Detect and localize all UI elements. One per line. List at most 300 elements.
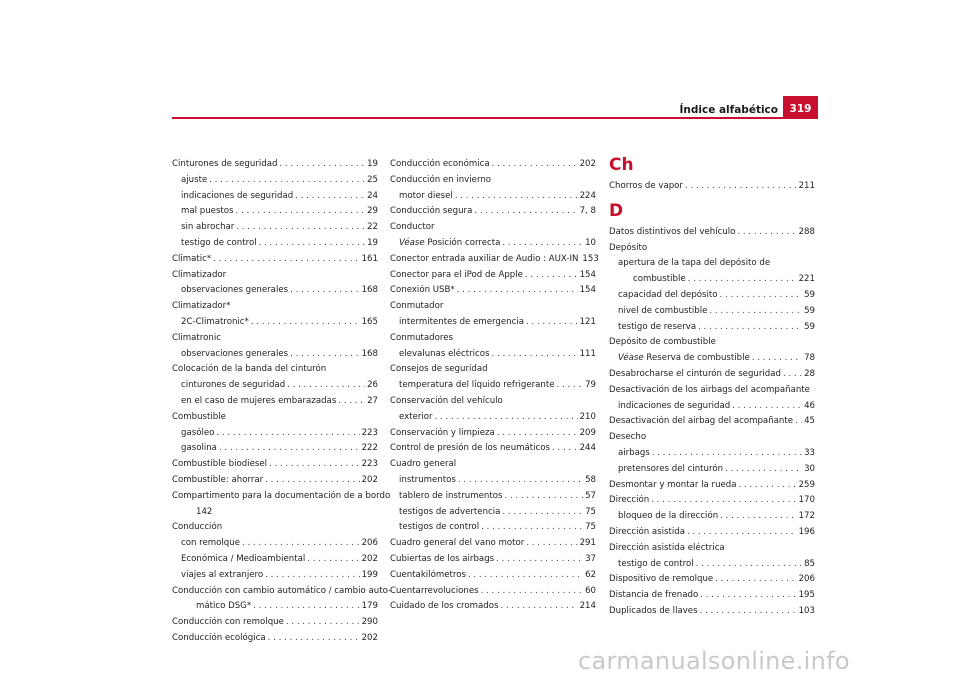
index-entry-term: Colocación de la banda del cinturón xyxy=(172,364,327,375)
dot-leader xyxy=(236,204,366,220)
index-entry xyxy=(172,204,378,220)
index-entry xyxy=(172,584,392,600)
dot-leader xyxy=(268,631,360,647)
index-entry-term: testigo de control xyxy=(181,237,257,248)
index-entry-page: 291 xyxy=(579,538,596,549)
dot-leader xyxy=(287,378,365,394)
index-entry-page: 58 xyxy=(585,474,596,485)
dot-leader xyxy=(700,604,797,620)
dot-leader xyxy=(500,599,577,615)
dot-leader xyxy=(720,509,796,525)
index-entry xyxy=(172,299,378,315)
dot-leader xyxy=(557,378,584,394)
index-entry-term: Depósito de combustible xyxy=(609,337,716,348)
index-entry-page: 206 xyxy=(361,538,378,549)
dot-leader xyxy=(492,347,578,363)
index-entry-term: airbags xyxy=(618,447,650,458)
index-entry xyxy=(172,552,378,568)
index-entry xyxy=(609,351,815,367)
index-entry xyxy=(390,378,596,394)
index-entry-page: 202 xyxy=(361,553,378,564)
dot-leader xyxy=(209,173,365,189)
dot-leader xyxy=(242,536,360,552)
index-entry-page: 28 xyxy=(804,368,815,379)
index-entry xyxy=(172,173,378,189)
dot-leader xyxy=(725,462,802,478)
dot-leader xyxy=(737,225,796,241)
page-header-title: Índice alfabético xyxy=(679,104,778,116)
index-entry-term: Duplicados de llaves xyxy=(609,605,698,616)
index-entry-page: 10 xyxy=(585,237,596,248)
index-entry xyxy=(390,568,596,584)
dot-leader xyxy=(457,283,578,299)
index-entry-term: cinturones de seguridad xyxy=(181,380,286,391)
index-entry-page: 75 xyxy=(585,522,596,533)
index-entry-term: Depósito xyxy=(609,242,648,253)
index-entry-term: Cuadro general xyxy=(390,459,457,470)
index-entry-page: 290 xyxy=(361,617,378,628)
index-entry-term: Cuentakilómetros xyxy=(390,569,466,580)
index-entry xyxy=(390,599,596,615)
index-entry-term: Chorros de vapor xyxy=(609,181,683,191)
index-entry-term: Conducción segura xyxy=(390,206,473,217)
index-entry-page: 37 xyxy=(585,553,596,564)
index-entry-page: 25 xyxy=(367,174,378,185)
dot-leader xyxy=(269,457,360,473)
index-entry-term: Conducción ecológica xyxy=(172,632,266,643)
dot-leader xyxy=(720,288,803,304)
dot-leader xyxy=(481,584,583,600)
index-entry xyxy=(390,315,596,331)
index-entry xyxy=(172,394,378,410)
index-entry-page: 206 xyxy=(798,574,815,585)
section-letter-ch: Ch xyxy=(609,155,634,175)
index-entry-term: observaciones generales xyxy=(181,348,289,359)
index-entry-page: 121 xyxy=(579,316,596,327)
index-entry-term: nivel de combustible xyxy=(618,305,708,316)
index-entry xyxy=(609,320,815,336)
dot-leader xyxy=(552,441,578,457)
index-entry-page: 224 xyxy=(579,190,596,201)
index-entry-term: en el caso de mujeres embarazadas xyxy=(181,395,337,406)
dot-leader xyxy=(307,552,359,568)
index-entry xyxy=(609,399,815,415)
index-entry-term: Climatizador xyxy=(172,269,227,280)
index-entry-page: 19 xyxy=(367,237,378,248)
index-entry-term: Económica / Medioambiental xyxy=(181,553,306,564)
index-entry-term: con remolque xyxy=(181,538,240,549)
index-entry-term: observaciones generales xyxy=(181,285,289,296)
dot-leader xyxy=(496,552,583,568)
index-entry-page: 221 xyxy=(798,274,815,285)
index-entry-term: Conservación del vehículo xyxy=(390,395,503,406)
index-entry xyxy=(609,588,815,604)
index-entry-page: 170 xyxy=(798,495,815,506)
index-entry-term: Desactivación del airbag del acompañante xyxy=(609,416,794,427)
dot-leader xyxy=(696,557,802,573)
index-entry xyxy=(390,173,596,189)
index-entry-page: 62 xyxy=(585,569,596,580)
index-entry-page: 60 xyxy=(585,585,596,596)
index-entry xyxy=(390,347,596,363)
dot-leader xyxy=(526,536,577,552)
index-entry xyxy=(172,489,391,505)
index-entry-page: 26 xyxy=(367,380,378,391)
index-entry-term: Consejos de seguridad xyxy=(390,364,488,375)
index-entry-page: 179 xyxy=(361,601,378,612)
index-entry-term: Dispositivo de remolque xyxy=(609,574,714,585)
index-entry-term: Conexión USB* xyxy=(390,285,455,296)
index-entry xyxy=(172,568,378,584)
dot-leader xyxy=(219,441,360,457)
index-entry-page: 78 xyxy=(804,353,815,364)
index-entry-page: 214 xyxy=(579,601,596,612)
index-entry xyxy=(390,268,596,284)
index-entry-term: ajuste xyxy=(181,174,208,185)
index-entry-term: elevalunas eléctricos xyxy=(399,348,490,359)
index-entry-page: 288 xyxy=(798,226,815,237)
index-entry xyxy=(172,378,378,394)
index-entry-term: Conector entrada auxiliar de Audio : AUX-IN xyxy=(390,253,579,264)
index-entry xyxy=(609,383,815,399)
dot-leader xyxy=(455,189,578,205)
index-entry-term: Combustible: ahorrar xyxy=(172,474,264,485)
index-entry-term: Dirección asistida eléctrica xyxy=(609,542,725,553)
index-entry-page: 59 xyxy=(804,321,815,332)
index-entry xyxy=(609,179,815,195)
index-entry-term: Climatic* xyxy=(172,253,212,264)
index-entry xyxy=(172,347,378,363)
dot-leader xyxy=(739,478,797,494)
index-entry-term: Distancia de frenado xyxy=(609,590,699,601)
index-entry xyxy=(172,157,378,173)
index-entry-page: 103 xyxy=(798,605,815,616)
index-entry xyxy=(390,410,596,426)
index-entry-page: 168 xyxy=(361,348,378,359)
index-entry-page: 45 xyxy=(804,416,815,427)
dot-leader xyxy=(338,394,365,410)
index-entry xyxy=(172,473,378,489)
dot-leader xyxy=(752,351,802,367)
index-entry xyxy=(172,599,378,615)
dot-leader xyxy=(290,283,359,299)
index-entry-term: Conductor xyxy=(390,222,435,233)
index-entry-term: Conector para el iPod de Apple xyxy=(390,269,523,280)
index-entry-term: instrumentos xyxy=(399,474,456,485)
index-entry xyxy=(172,505,378,521)
dot-leader xyxy=(685,179,797,195)
index-entry xyxy=(390,457,596,473)
index-entry xyxy=(609,414,815,430)
index-entry-term: capacidad del depósito xyxy=(618,289,718,300)
index-entry-term: Datos distintivos del vehículo xyxy=(609,226,736,237)
dot-leader xyxy=(492,157,578,173)
index-entry-term: gasóleo xyxy=(181,427,215,438)
index-entry xyxy=(390,362,596,378)
index-entry-term: tablero de instrumentos xyxy=(399,490,503,501)
dot-leader xyxy=(251,315,360,331)
index-entry xyxy=(172,457,378,473)
dot-leader xyxy=(216,426,359,442)
index-entry xyxy=(609,430,815,446)
index-entry-page: 209 xyxy=(579,427,596,438)
index-entry xyxy=(609,541,815,557)
dot-leader xyxy=(474,204,577,220)
index-entry xyxy=(390,204,596,220)
index-entry xyxy=(172,331,378,347)
dot-leader xyxy=(286,615,360,631)
index-entry-term: sin abrochar xyxy=(181,222,235,233)
index-entry xyxy=(390,552,596,568)
index-entry-page: 59 xyxy=(804,289,815,300)
index-entry-page: 154 xyxy=(579,285,596,296)
page-number-tab: 319 xyxy=(783,96,818,118)
dot-leader xyxy=(652,446,802,462)
index-entry xyxy=(390,236,596,252)
index-entry-page: 22 xyxy=(367,222,378,233)
index-entry-page: 27 xyxy=(367,395,378,406)
index-entry-term: pretensores del cinturón xyxy=(618,463,724,474)
index-entry xyxy=(609,367,815,383)
dot-leader xyxy=(213,252,359,268)
index-entry xyxy=(609,225,815,241)
index-entry-page: 199 xyxy=(361,569,378,580)
index-entry xyxy=(390,157,596,173)
index-entry xyxy=(172,362,378,378)
dot-leader xyxy=(236,220,365,236)
dot-leader xyxy=(259,236,365,252)
index-entry xyxy=(609,525,815,541)
index-entry xyxy=(609,604,815,620)
index-entry xyxy=(172,268,378,284)
index-entry xyxy=(172,426,378,442)
index-entry-page: 195 xyxy=(798,590,815,601)
dot-leader xyxy=(698,320,802,336)
index-entry-page: 244 xyxy=(579,443,596,454)
index-entry xyxy=(172,520,378,536)
index-entry-term: Compartimento para la documentación de a bordo xyxy=(172,490,391,501)
dot-leader xyxy=(651,493,796,509)
index-entry-term: Cuadro general del vano motor xyxy=(390,538,525,549)
index-entry xyxy=(172,252,378,268)
index-entry-term: testigo de control xyxy=(618,558,694,569)
index-entry xyxy=(172,189,378,205)
index-entry-term: testigo de reserva xyxy=(618,321,697,332)
dot-leader xyxy=(700,588,796,604)
dot-leader xyxy=(687,525,797,541)
index-entry-term: intermitentes de emergencia xyxy=(399,316,524,327)
index-entry xyxy=(172,441,378,457)
index-entry-page: 196 xyxy=(798,526,815,537)
index-entry xyxy=(172,283,378,299)
index-entry-term: Conducción económica xyxy=(390,159,490,169)
index-entry xyxy=(609,493,815,509)
index-entry xyxy=(390,426,596,442)
index-entry-term: Conducción xyxy=(172,522,223,533)
dot-leader xyxy=(502,505,583,521)
index-entry-term: Dirección asistida xyxy=(609,526,685,537)
index-entry-term: combustible xyxy=(633,274,686,285)
index-entry-term: bloqueo de la dirección xyxy=(618,511,719,522)
index-entry xyxy=(609,478,815,494)
index-entry-term: Cinturones de seguridad xyxy=(172,159,278,169)
index-entry xyxy=(609,335,815,351)
index-entry-page: 19 xyxy=(367,159,378,169)
index-entry-page: 75 xyxy=(585,506,596,517)
index-entry xyxy=(172,410,378,426)
watermark: carmanualsonline.info xyxy=(578,647,850,675)
index-entry-page: 168 xyxy=(361,285,378,296)
index-entry xyxy=(172,220,378,236)
dot-leader xyxy=(295,189,365,205)
index-entry-term: Véase Posición correcta xyxy=(399,237,501,248)
index-entry-term: Conducción en invierno xyxy=(390,174,492,185)
index-entry-page: 154 xyxy=(579,269,596,280)
index-entry-term: Combustible biodiesel xyxy=(172,459,268,470)
index-entry-page: 165 xyxy=(361,316,378,327)
index-entry-term: mal puestos xyxy=(181,206,234,217)
dot-leader xyxy=(468,568,583,584)
index-entry-term: Conducción con cambio automático / cambio auto- xyxy=(172,585,392,596)
index-entry xyxy=(390,520,596,536)
index-entry xyxy=(609,462,815,478)
index-entry xyxy=(172,315,378,331)
index-entry-term: Cuentarrevoluciones xyxy=(390,585,479,596)
index-entry-page: 33 xyxy=(804,447,815,458)
dot-leader xyxy=(795,414,802,430)
section-d-list xyxy=(609,225,815,620)
dot-leader xyxy=(435,410,578,426)
index-entry-term: 142 xyxy=(196,506,213,517)
index-entry-term: Conservación y limpieza xyxy=(390,427,495,438)
dot-leader xyxy=(481,520,583,536)
index-entry xyxy=(390,252,599,268)
index-entry-page: 222 xyxy=(361,443,378,454)
index-entry-page: 29 xyxy=(367,206,378,217)
index-entry xyxy=(390,584,596,600)
index-entry xyxy=(609,256,815,272)
index-entry-page: 223 xyxy=(361,459,378,470)
index-entry xyxy=(390,536,596,552)
header-rule xyxy=(172,117,818,119)
dot-leader xyxy=(290,347,359,363)
index-entry-term: testigos de advertencia xyxy=(399,506,501,517)
index-entry-term: motor diesel xyxy=(399,190,453,201)
dot-leader xyxy=(783,367,802,383)
index-entry-term: Desmontar y montar la rueda xyxy=(609,479,737,490)
index-entry-page: 30 xyxy=(804,463,815,474)
index-entry xyxy=(390,473,596,489)
dot-leader xyxy=(525,268,578,284)
index-entry-term: testigos de control xyxy=(399,522,480,533)
index-entry-term: Desecho xyxy=(609,432,647,443)
index-entry-term: temperatura del líquido refrigerante xyxy=(399,380,555,391)
index-entry-term: Climatronic xyxy=(172,332,221,343)
index-entry-term: indicaciones de seguridad xyxy=(181,190,294,201)
index-entry-page: 223 xyxy=(361,427,378,438)
dot-leader xyxy=(526,315,578,331)
dot-leader xyxy=(265,473,359,489)
index-column-2 xyxy=(390,157,599,615)
dot-leader xyxy=(688,272,797,288)
index-entry xyxy=(609,557,815,573)
index-entry-page: 202 xyxy=(579,159,596,169)
dot-leader xyxy=(265,568,359,584)
index-entry xyxy=(390,299,596,315)
index-entry-page: 153 xyxy=(582,253,599,264)
index-entry-term: Conmutadores xyxy=(390,332,453,343)
index-entry xyxy=(609,272,815,288)
index-entry xyxy=(172,631,378,647)
index-entry-term: Dirección xyxy=(609,495,650,506)
index-entry-page: 210 xyxy=(579,411,596,422)
index-entry-page: 7, 8 xyxy=(579,206,596,217)
dot-leader xyxy=(504,489,583,505)
dot-leader xyxy=(458,473,583,489)
section-letter-d: D xyxy=(609,200,624,221)
index-column-1 xyxy=(172,157,392,647)
index-entry xyxy=(390,489,596,505)
index-entry-page: 59 xyxy=(804,305,815,316)
index-entry-term: Conducción con remolque xyxy=(172,617,284,628)
index-entry xyxy=(609,288,815,304)
index-entry xyxy=(609,241,815,257)
index-entry-term: Climatizador* xyxy=(172,301,231,312)
index-entry xyxy=(172,536,378,552)
index-entry xyxy=(609,304,815,320)
dot-leader xyxy=(709,304,802,320)
index-entry-page: 85 xyxy=(804,558,815,569)
dot-leader xyxy=(732,399,802,415)
index-entry xyxy=(172,615,378,631)
index-entry-term: gasolina xyxy=(181,443,217,454)
index-entry xyxy=(609,446,815,462)
index-entry-page: 172 xyxy=(798,511,815,522)
index-entry xyxy=(609,572,815,588)
index-entry-page: 57 xyxy=(585,490,596,501)
index-entry xyxy=(390,283,596,299)
index-entry-term: exterior xyxy=(399,411,433,422)
index-entry-page: 259 xyxy=(798,479,815,490)
index-entry xyxy=(172,236,378,252)
index-entry-term: Cuidado de los cromados xyxy=(390,601,499,612)
dot-leader xyxy=(502,236,583,252)
dot-leader xyxy=(497,426,578,442)
index-entry xyxy=(609,509,815,525)
section-ch-list xyxy=(609,179,815,195)
index-entry-term: Cubiertas de los airbags xyxy=(390,553,495,564)
index-entry-term: apertura de la tapa del depósito de xyxy=(618,258,771,269)
index-entry-page: 202 xyxy=(361,474,378,485)
index-entry-term: Desabrocharse el cinturón de seguridad xyxy=(609,368,781,379)
index-column-3 xyxy=(609,157,815,620)
index-entry-page: 161 xyxy=(361,253,378,264)
index-entry-term: Combustible xyxy=(172,411,226,422)
index-entry xyxy=(390,394,596,410)
index-entry-page: 46 xyxy=(804,400,815,411)
index-entry-page: 111 xyxy=(579,348,596,359)
index-entry-term: viajes al extranjero xyxy=(181,569,264,580)
index-entry-term: 2C-Climatronic* xyxy=(181,316,249,327)
index-entry xyxy=(390,505,596,521)
index-entry xyxy=(390,189,596,205)
index-entry-page: 211 xyxy=(798,181,815,191)
index-entry xyxy=(390,220,596,236)
dot-leader xyxy=(253,599,359,615)
index-entry-page: 202 xyxy=(361,632,378,643)
index-entry-term: Véase Reserva de combustible xyxy=(618,353,750,364)
index-entry-term: mático DSG* xyxy=(196,601,252,612)
